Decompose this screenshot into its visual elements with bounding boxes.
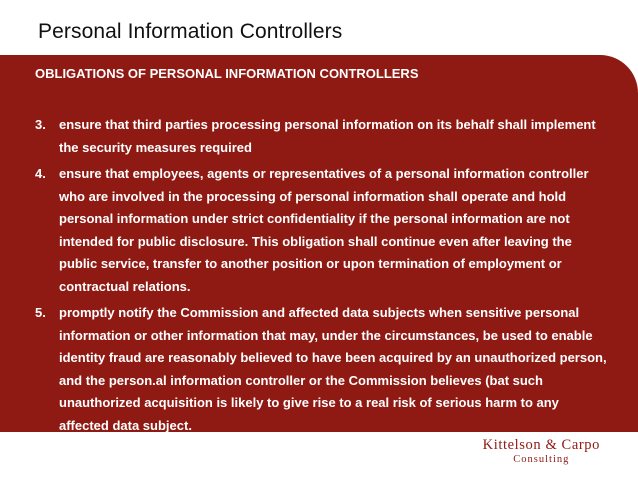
item-number: 3. — [35, 117, 46, 132]
obligation-item-4 — [35, 163, 615, 298]
item-number: 5. — [35, 305, 46, 320]
item-text: promptly notify the Commission and affected data subjects when sensitive personal information or other information that may, under the circumstances, be used to enable identity fraud are reasonably believed to have been acquired by an unauthorized person, and the person.al information controller or the Commission believes (bat such unauthorized acquisition is likely to give rise to a real risk of serious harm to any affected data subject. — [59, 305, 607, 433]
item-text: ensure that third parties processing personal information on its behalf shall implement the security measures required — [59, 117, 596, 155]
obligation-item-3 — [35, 114, 615, 159]
slide-title: Personal Information Controllers — [38, 20, 343, 43]
logo-secondary-text: Consulting — [513, 454, 570, 465]
obligation-item-5 — [35, 302, 615, 437]
item-number: 4. — [35, 166, 46, 181]
section-heading: OBLIGATIONS OF PERSONAL INFORMATION CONTROLLERS — [35, 66, 419, 81]
item-text: ensure that employees, agents or representatives of a personal information controller who are involved in the processing of personal information shall operate and hold personal information under strict confidentiality if the personal information are not intended for public disclosure. This obligation shall continue even after leaving the public service, transfer to another position or upon termination of employment or contractual relations. — [59, 166, 589, 294]
company-logo — [483, 437, 600, 466]
logo-primary-text: Kittelson & Carpo — [482, 437, 600, 453]
obligations-list — [35, 114, 615, 441]
